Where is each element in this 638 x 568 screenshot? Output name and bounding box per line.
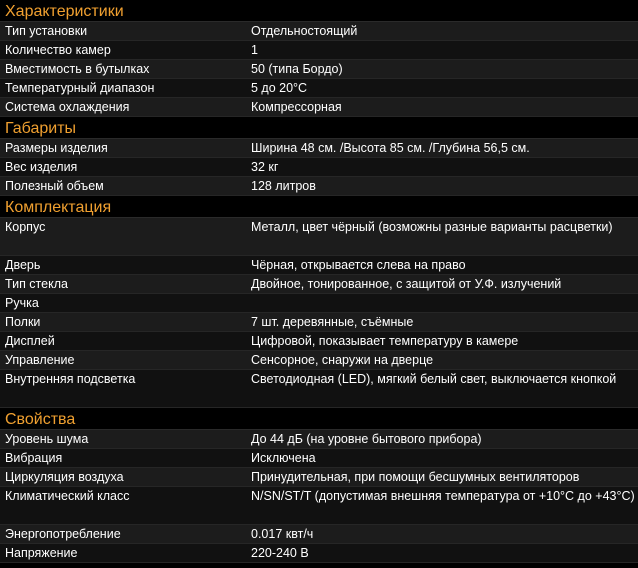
table-row (0, 256, 638, 275)
row-key: Тип установки (5, 24, 88, 38)
row-key: Управление (5, 353, 75, 367)
table-row (0, 544, 638, 563)
section-title-equipment: Комплектация (0, 196, 638, 218)
row-key: Размеры изделия (5, 141, 108, 155)
table-row (0, 370, 638, 408)
row-key: Циркуляция воздуха (5, 470, 124, 484)
table-row (0, 98, 638, 117)
row-key: Полки (5, 315, 41, 329)
row-value: 32 кг (251, 160, 279, 174)
row-value: 0.017 квт/ч (251, 527, 314, 541)
table-row (0, 449, 638, 468)
row-value (245, 294, 638, 312)
row-key: Корпус (5, 220, 46, 234)
section-title-dimensions: Габариты (0, 117, 638, 139)
row-value: Двойное, тонированное, с защитой от У.Ф. излучений (251, 277, 562, 291)
row-value: Металл, цвет чёрный (возможны разные варианты расцветки) (251, 220, 613, 234)
row-key: Климатический класс (5, 489, 130, 503)
row-key: Энергопотребление (5, 527, 121, 541)
row-value: N/SN/ST/T (допустимая внешняя температура от +10°C до +43°C) (251, 489, 635, 503)
row-value: 7 шт. деревянные, съёмные (251, 315, 414, 329)
row-key: Напряжение (5, 546, 78, 560)
section-title-characteristics: Характеристики (0, 0, 638, 22)
table-row (0, 294, 638, 313)
table-row (0, 313, 638, 332)
section-title-properties: Свойства (0, 408, 638, 430)
row-value: До 44 дБ (на уровне бытового прибора) (251, 432, 482, 446)
row-key: Уровень шума (5, 432, 89, 446)
row-value: Светодиодная (LED), мягкий белый свет, выключается кнопкой (251, 372, 617, 386)
row-key: Тип стекла (5, 277, 68, 291)
table-row (0, 177, 638, 196)
row-value: Чёрная, открывается слева на право (251, 258, 466, 272)
row-key: Полезный объем (5, 179, 104, 193)
row-value: Цифровой, показывает температуру в камере (251, 334, 519, 348)
row-key: Температурный диапазон (5, 81, 155, 95)
row-key: Дверь (5, 258, 41, 272)
table-row (0, 158, 638, 177)
table-row (0, 351, 638, 370)
row-key: Система охлаждения (5, 100, 130, 114)
row-key: Ручка (5, 296, 39, 310)
row-value: 5 до 20°C (251, 81, 308, 95)
table-row (0, 60, 638, 79)
table-row (0, 487, 638, 525)
row-value: 1 (251, 43, 258, 57)
row-key: Внутренняя подсветка (5, 372, 136, 386)
table-row (0, 332, 638, 351)
row-key: Дисплей (5, 334, 55, 348)
table-row (0, 275, 638, 294)
table-row (0, 525, 638, 544)
row-value: Компрессорная (251, 100, 342, 114)
row-value: Сенсорное, снаружи на дверце (251, 353, 434, 367)
table-row (0, 79, 638, 98)
row-value: Принудительная, при помощи бесшумных вентиляторов (251, 470, 580, 484)
row-value: Отдельностоящий (251, 24, 358, 38)
row-value: 50 (типа Бордо) (251, 62, 343, 76)
table-row (0, 218, 638, 256)
table-row (0, 41, 638, 60)
table-row (0, 468, 638, 487)
row-key: Вместимость в бутылках (5, 62, 150, 76)
table-row (0, 430, 638, 449)
row-key: Количество камер (5, 43, 111, 57)
table-row (0, 22, 638, 41)
table-row (0, 139, 638, 158)
row-value: Исключена (251, 451, 316, 465)
row-key: Вес изделия (5, 160, 78, 174)
row-value: Ширина 48 см. /Высота 85 см. /Глубина 56,5 см. (251, 141, 530, 155)
row-value: 128 литров (251, 179, 316, 193)
row-key: Вибрация (5, 451, 63, 465)
row-value: 220-240 В (251, 546, 309, 560)
